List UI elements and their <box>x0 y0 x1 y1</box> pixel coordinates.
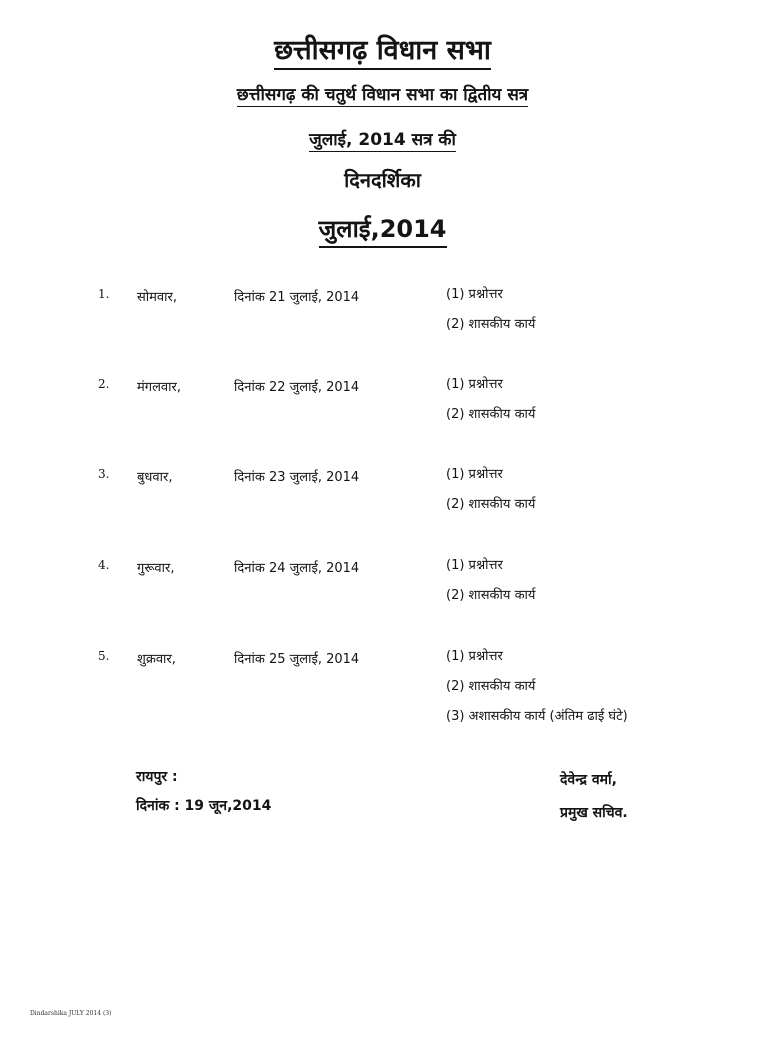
row-day: बुधवार, <box>137 470 173 485</box>
schedule-row <box>0 558 765 648</box>
business-item: (1) प्रश्नोत्तर <box>446 377 503 392</box>
row-date: दिनांक 25 जुलाई, 2014 <box>234 652 360 667</box>
business-item: (2) शासकीय कार्य <box>446 497 536 512</box>
schedule-row <box>0 649 765 739</box>
business-item: (2) शासकीय कार्य <box>446 407 536 422</box>
month-heading: जुलाई,2014 <box>0 212 765 248</box>
row-day: शुक्रवार, <box>137 652 176 667</box>
row-number: 5. <box>98 649 110 663</box>
signatory-designation: प्रमुख सचिव. <box>560 805 628 821</box>
signatory-name: देवेन्द्र वर्मा, <box>560 772 617 788</box>
session-month: जुलाई, 2014 सत्र की <box>0 127 765 152</box>
row-date: दिनांक 23 जुलाई, 2014 <box>234 470 360 485</box>
row-number: 4. <box>98 558 110 572</box>
session-title: छत्तीसगढ़ की चतुर्थ विधान सभा का द्वितीय सत्र <box>0 82 765 107</box>
row-number: 2. <box>98 377 110 391</box>
row-number: 1. <box>98 287 110 301</box>
business-item: (2) शासकीय कार्य <box>446 588 536 603</box>
business-items <box>446 467 535 527</box>
file-label: Dindarshika JULY 2014 (3) <box>30 1010 112 1017</box>
schedule-row <box>0 377 765 467</box>
business-item: (1) प्रश्नोत्तर <box>446 287 503 302</box>
business-item: (2) शासकीय कार्य <box>446 317 536 332</box>
business-item: (3) अशासकीय कार्य (अंतिम ढाई घंटे) <box>446 709 628 724</box>
place-label: रायपुर : <box>136 769 178 785</box>
issue-date: दिनांक : 19 जून,2014 <box>136 798 272 814</box>
row-day: गुरूवार, <box>137 561 175 576</box>
row-day: सोमवार, <box>137 290 177 305</box>
business-items <box>446 377 535 437</box>
business-items <box>446 649 628 739</box>
schedule-row <box>0 467 765 557</box>
assembly-title: छत्तीसगढ़ विधान सभा <box>0 30 765 70</box>
row-number: 3. <box>98 467 110 481</box>
document-title: दिनदर्शिका <box>344 168 421 192</box>
business-item: (2) शासकीय कार्य <box>446 679 536 694</box>
row-day: मंगलवार, <box>137 380 181 395</box>
business-item: (1) प्रश्नोत्तर <box>446 467 503 482</box>
business-items <box>446 287 535 347</box>
business-items <box>446 558 535 618</box>
row-date: दिनांक 21 जुलाई, 2014 <box>234 290 360 305</box>
row-date: दिनांक 24 जुलाई, 2014 <box>234 561 360 576</box>
row-date: दिनांक 22 जुलाई, 2014 <box>234 380 360 395</box>
business-item: (1) प्रश्नोत्तर <box>446 558 503 573</box>
schedule-row <box>0 287 765 377</box>
business-item: (1) प्रश्नोत्तर <box>446 649 503 664</box>
